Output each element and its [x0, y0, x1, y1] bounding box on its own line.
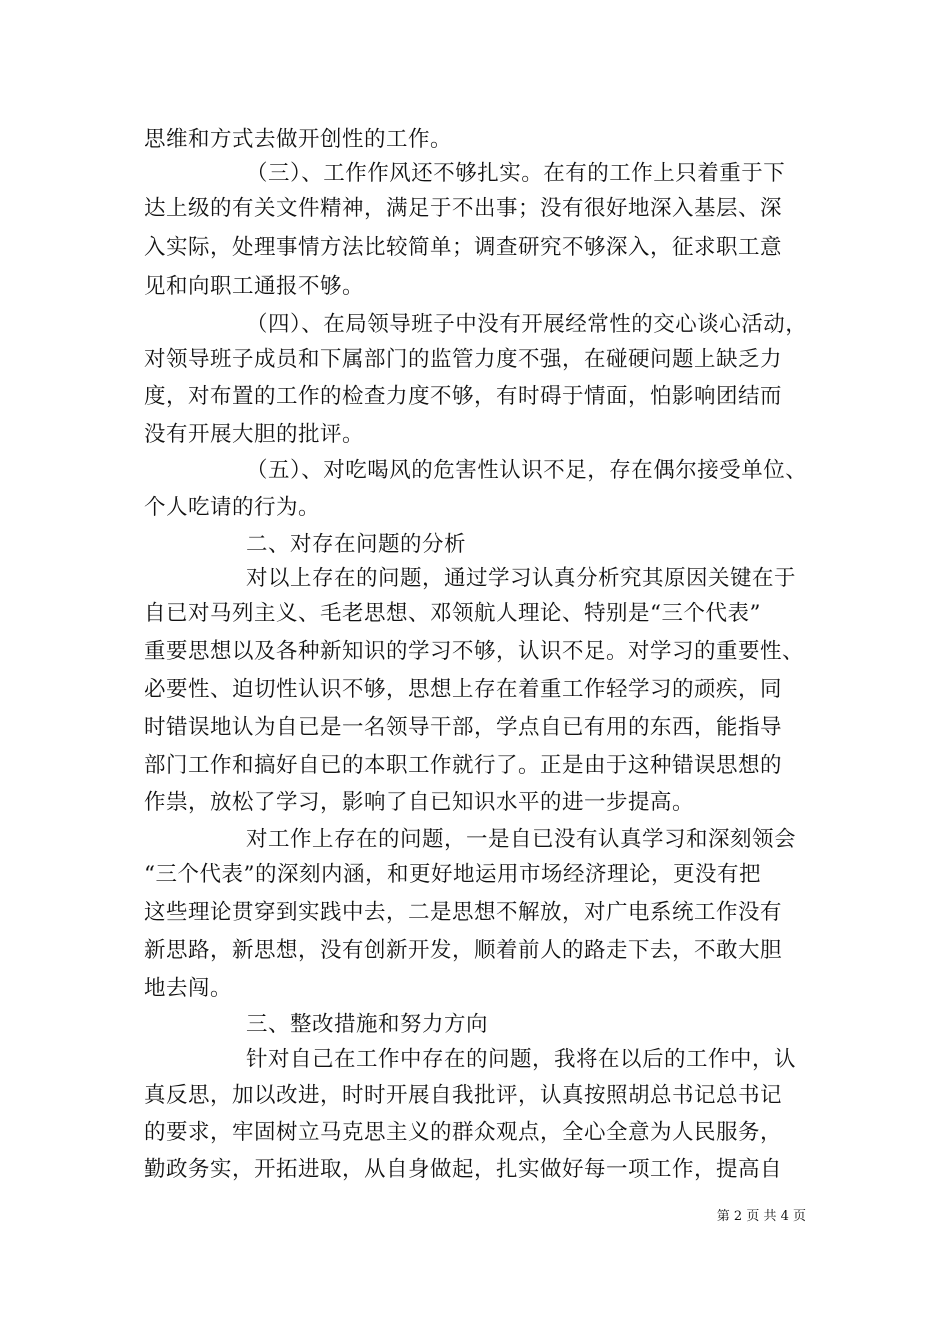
text-line: 作祟，放松了学习，影响了自已知识水平的进一步提高。 — [144, 790, 695, 815]
text-line: 对以上存在的问题，通过学习认真分析究其原因关键在于 — [246, 566, 797, 591]
text-line: 必要性、迫切性认识不够，思想上存在着重工作轻学习的顽疾，同 — [144, 677, 783, 702]
section-heading: 三、整改措施和努力方向 — [246, 1012, 489, 1037]
text-line: 新思路，新思想，没有创新开发，顺着前人的路走下去，不敢大胆 — [144, 938, 783, 963]
text-line: 的要求，牢固树立马克思主义的群众观点，全心全意为人民服务， — [144, 1120, 783, 1145]
text-line: 对工作上存在的问题，一是自已没有认真学习和深刻领会 — [246, 827, 797, 852]
text-line: 自已对马列主义、毛老思想、邓领航人理论、特别是“三个代表” — [144, 601, 761, 626]
text-line: 勤政务实，开拓进取，从自身做起，扎实做好每一项工作，提高自 — [144, 1157, 783, 1182]
text-line: 对领导班子成员和下属部门的监管力度不强，在碰硬问题上缺乏力 — [144, 347, 783, 372]
text-line: 个人吃请的行为。 — [144, 495, 321, 520]
text-line: 这些理论贯穿到实践中去，二是思想不解放，对广电系统工作没有 — [144, 900, 783, 925]
text-line: （五）、对吃喝风的危害性认识不足，存在偶尔接受单位、 — [246, 458, 808, 483]
text-line: 入实际，处理事情方法比较简单；调查研究不够深入，征求职工意 — [144, 235, 783, 260]
text-line: 真反思，加以改进，时时开展自我批评，认真按照胡总书记总书记 — [144, 1083, 783, 1108]
text-line: 思维和方式去做开创性的工作。 — [144, 127, 453, 152]
text-line: 没有开展大胆的批评。 — [144, 422, 365, 447]
text-line: 地去闯。 — [144, 976, 233, 1001]
text-line: 部门工作和搞好自已的本职工作就行了。正是由于这种错误思想的 — [144, 753, 783, 778]
text-line: （四）、在局领导班子中没有开展经常性的交心谈心活动， — [246, 312, 808, 337]
text-line: 针对自己在工作中存在的问题，我将在以后的工作中，认 — [246, 1047, 797, 1072]
text-line: “三个代表”的深刻内涵，和更好地运用市场经济理论，更没有把 — [144, 862, 761, 887]
text-line: 时错误地认为自已是一名领导干部，学点自已有用的东西，能指导 — [144, 715, 783, 740]
text-line: （三）、工作作风还不够扎实。在有的工作上只着重于下 — [246, 161, 786, 186]
section-heading: 二、对存在问题的分析 — [246, 532, 467, 557]
text-line: 达上级的有关文件精神，满足于不出事；没有很好地深入基层、深 — [144, 196, 783, 221]
text-line: 重要思想以及各种新知识的学习不够，认识不足。对学习的重要性、 — [144, 639, 805, 664]
text-line: 见和向职工通报不够。 — [144, 274, 365, 299]
page-number: 第 2 页 共 4 页 — [716, 1209, 806, 1224]
text-line: 度，对布置的工作的检查力度不够，有时碍于情面，怕影响团结而 — [144, 384, 783, 409]
